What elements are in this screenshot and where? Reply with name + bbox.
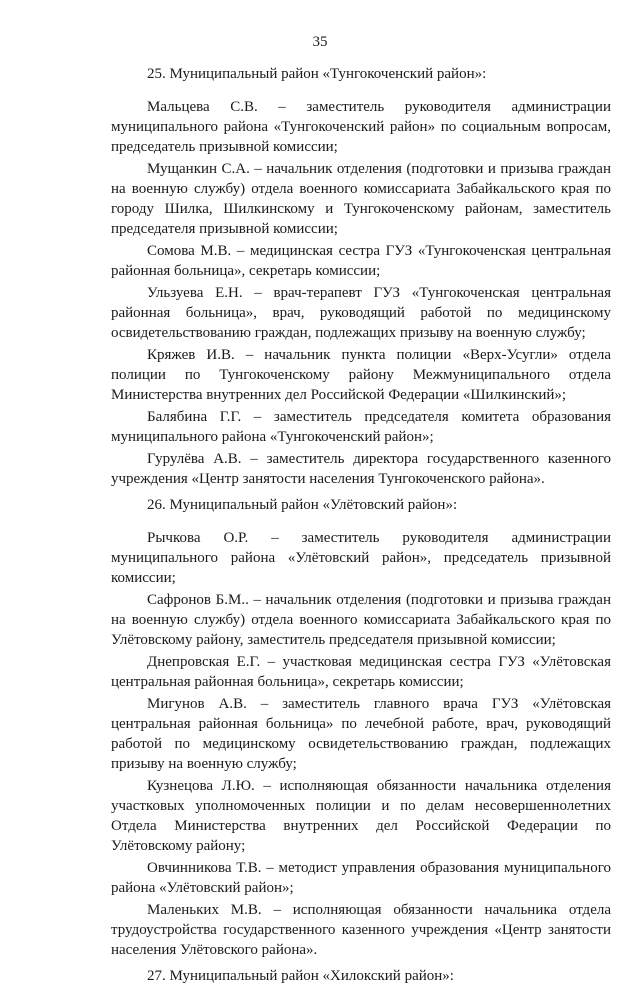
section-heading: 25. Муниципальный район «Тунгокоченский район»:	[147, 66, 487, 82]
section-heading: 26. Муниципальный район «Улётовский район»:	[147, 497, 458, 513]
section-uletovsky	[111, 495, 611, 960]
section-khiloksky	[111, 966, 611, 986]
section-heading: 27. Муниципальный район «Хилокский район»:	[147, 968, 454, 984]
member-entry: Овчинникова Т.В. – методист управления образования муниципального района «Улётовский район»;	[111, 860, 611, 896]
member-entry: Сомова М.В. – медицинская сестра ГУЗ «Тунгокоченская центральная районная больница», секретарь комиссии;	[111, 243, 611, 279]
member-entry: Кряжев И.В. – начальник пункта полиции «Верх-Усугли» отдела полиции по Тунгокоченскому району Межмуниципального отдела Министерства внутренних дел Российской Федерации «Шилкинский»;	[111, 347, 611, 403]
section-tungokochensky	[111, 64, 611, 489]
member-entry: Мальцева С.В. – заместитель руководителя администрации муниципального района «Тунгокоченский район» по социальным вопросам, председатель призывной комиссии;	[111, 99, 611, 155]
member-entry: Рычкова О.Р. – заместитель руководителя администрации муниципального района «Улётовский район», председатель призывной комиссии;	[111, 530, 611, 586]
member-entry: Маленьких М.В. – исполняющая обязанности начальника отдела трудоустройства государственного казенного учреждения «Центр занятости населения Улётовского района».	[111, 902, 611, 958]
member-entry: Мигунов А.В. – заместитель главного врача ГУЗ «Улётовская центральная районная больница» по лечебной работе, врач, руководящий работой по медицинскому освидетельствованию граждан, подлежащих призыву на военную службу;	[111, 696, 611, 772]
member-entry: Балябина Г.Г. – заместитель председателя комитета образования муниципального района «Тунгокоченский район»;	[111, 409, 611, 445]
document-body	[111, 64, 611, 999]
member-entry: Гурулёва А.В. – заместитель директора государственного казенного учреждения «Центр занятости населения Тунгокоченского района».	[111, 451, 611, 487]
member-entry: Днепровская Е.Г. – участковая медицинская сестра ГУЗ «Улётовская центральная районная больница», секретарь комиссии;	[111, 654, 611, 690]
page-number: 35	[312, 34, 328, 50]
member-entry: Ульзуева Е.Н. – врач-терапевт ГУЗ «Тунгокоченская центральная районная больница», врач, руководящий работой по медицинскому освидетельствованию граждан, подлежащих призыву на военную службу;	[111, 285, 611, 341]
member-entry: Кузнецова Л.Ю. – исполняющая обязанности начальника отделения участковых уполномоченных полиции и по делам несовершеннолетних Отдела Министерства внутренних дел Российской Федерации по Улётовскому району;	[111, 778, 611, 854]
member-entry: Сафронов Б.М.. – начальник отделения (подготовки и призыва граждан на военную службу) отдела военного комиссариата Забайкальского края по Улётовскому району, заместитель председателя призывной комиссии;	[111, 592, 611, 648]
member-entry: Мущанкин С.А. – начальник отделения (подготовки и призыва граждан на военную службу) отдела военного комиссариата Забайкальского края по городу Шилка, Шилкинскому и Тунгокоченскому районам, заместитель председателя призывной комиссии;	[111, 161, 611, 237]
